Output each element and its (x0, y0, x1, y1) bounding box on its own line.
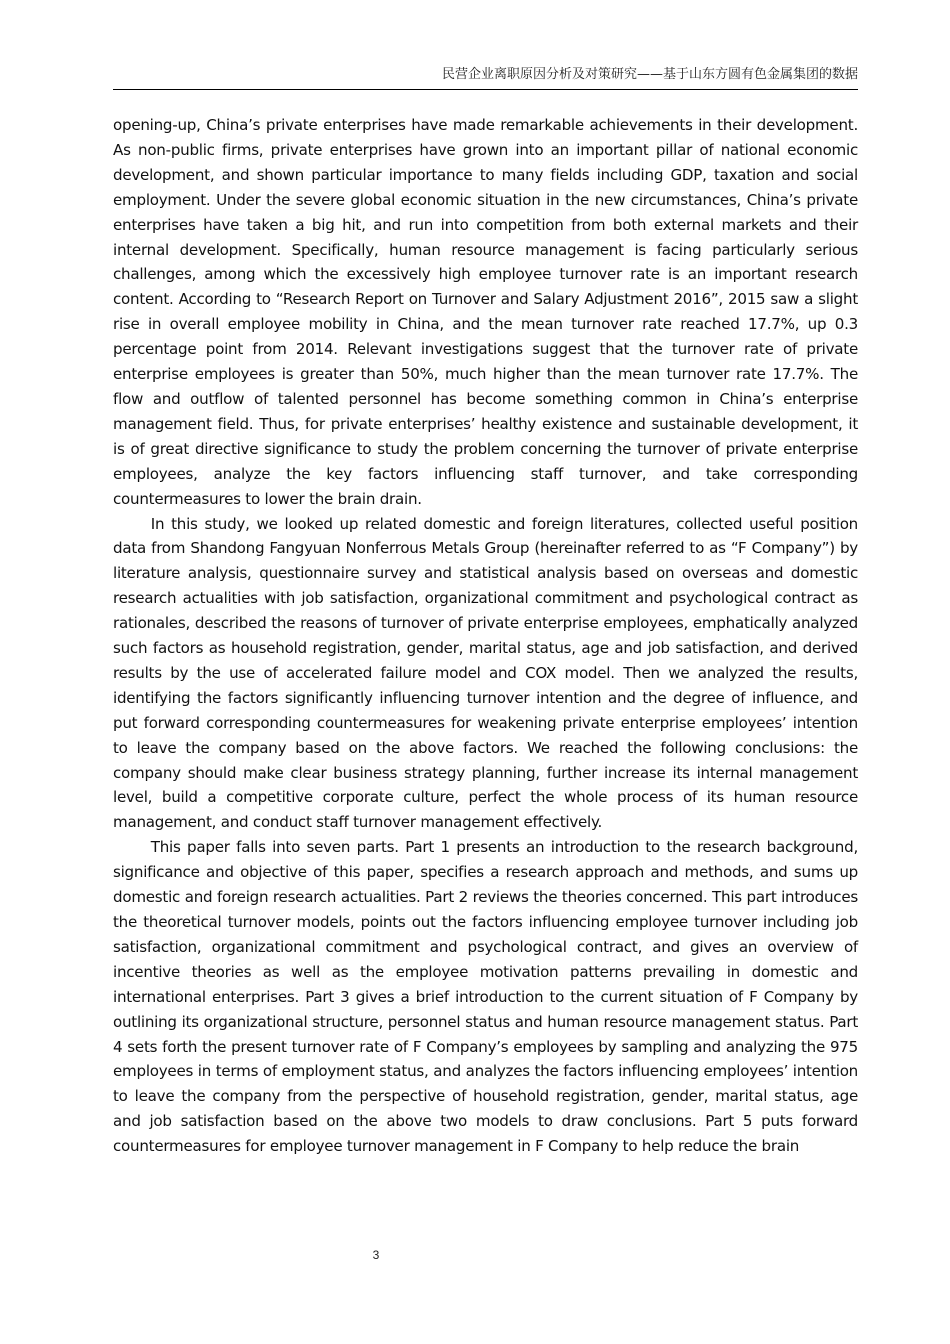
body-text (113, 113, 858, 1159)
header-divider (113, 89, 858, 90)
paragraph-3: This paper falls into seven parts. Part 1 presents an introduction to the research background, significance and objective of this paper, specifies a research approach and methods, and sums up domestic and foreign research actualities. Part 2 reviews the theories concerned. This part introduces the theoretical turnover models, points out the factors influencing employee turnover including job satisfaction, organizational commitment and psychological contract, and gives an overview of incentive theories as well as the employee motivation patterns prevailing in domestic and international enterprises. Part 3 gives a brief introduction to the current situation of F Company by outlining its organizational structure, personnel status and human resource management status. Part 4 sets forth the present turnover rate of F Company’s employees by sampling and analyzing the 975 employees in terms of employment status, and analyzes the factors influencing employees’ intention to leave the company from the perspective of household registration, gender, marital status, age and job satisfaction based on the above two models to draw conclusions. Part 5 puts forward countermeasures for employee turnover management in F Company to help reduce the brain (113, 838, 858, 1156)
running-header: 民营企业离职原因分析及对策研究——基于山东方圆有色金属集团的数据 (441, 67, 858, 82)
paragraph-1: opening-up, China’s private enterprises have made remarkable achievements in their development. As non-public firms, private enterprises have grown into an important pillar of national economic development, and shown particular importance to many fields including GDP, taxation and social employment. Under the severe global economic situation in the new circumstances, China’s private enterprises have taken a big hit, and run into competition from both external markets and their internal development. Specifically, human resource management is facing particularly serious challenges, among which the excessively high employee turnover rate is an important research content. According to “Research Report on Turnover and Salary Adjustment 2016”, 2015 saw a slight rise in overall employee mobility in China, and the mean turnover rate reached 17.7%, up 0.3 percentage point from 2014. Relevant investigations suggest that the turnover rate of private enterprise employees is greater than 50%, much higher than the mean turnover rate 17.7%. The flow and outflow of talented personnel has become something common in China’s enterprise management field. Thus, for private enterprises’ healthy existence and sustainable development, it is of great directive significance to study the problem concerning the turnover of private enterprise employees, analyze the key factors influencing staff turnover, and take corresponding countermeasures to lower the brain drain. (113, 116, 858, 508)
page-number: 3 (372, 1248, 380, 1262)
paragraph-2: In this study, we looked up related domestic and foreign literatures, collected useful position data from Shandong Fangyuan Nonferrous Metals Group (hereinafter referred to as “F Company”) by literature analysis, questionnaire survey and statistical analysis based on overseas and domestic research actualities with job satisfaction, organizational commitment and psychological contract as rationales, described the reasons of turnover of private enterprise employees, emphatically analyzed such factors as household registration, gender, marital status, age and job satisfaction, and derived results by the use of accelerated failure model and COX model. Then we analyzed the results, identifying the factors significantly influencing turnover intention and the degree of influence, and put forward corresponding countermeasures for weakening private enterprise employees’ intention to leave the company based on the above factors. We reached the following conclusions: the company should make clear business strategy planning, further increase its internal management level, build a competitive corporate culture, perfect the whole process of its human resource management, and conduct staff turnover management effectively. (113, 514, 858, 832)
